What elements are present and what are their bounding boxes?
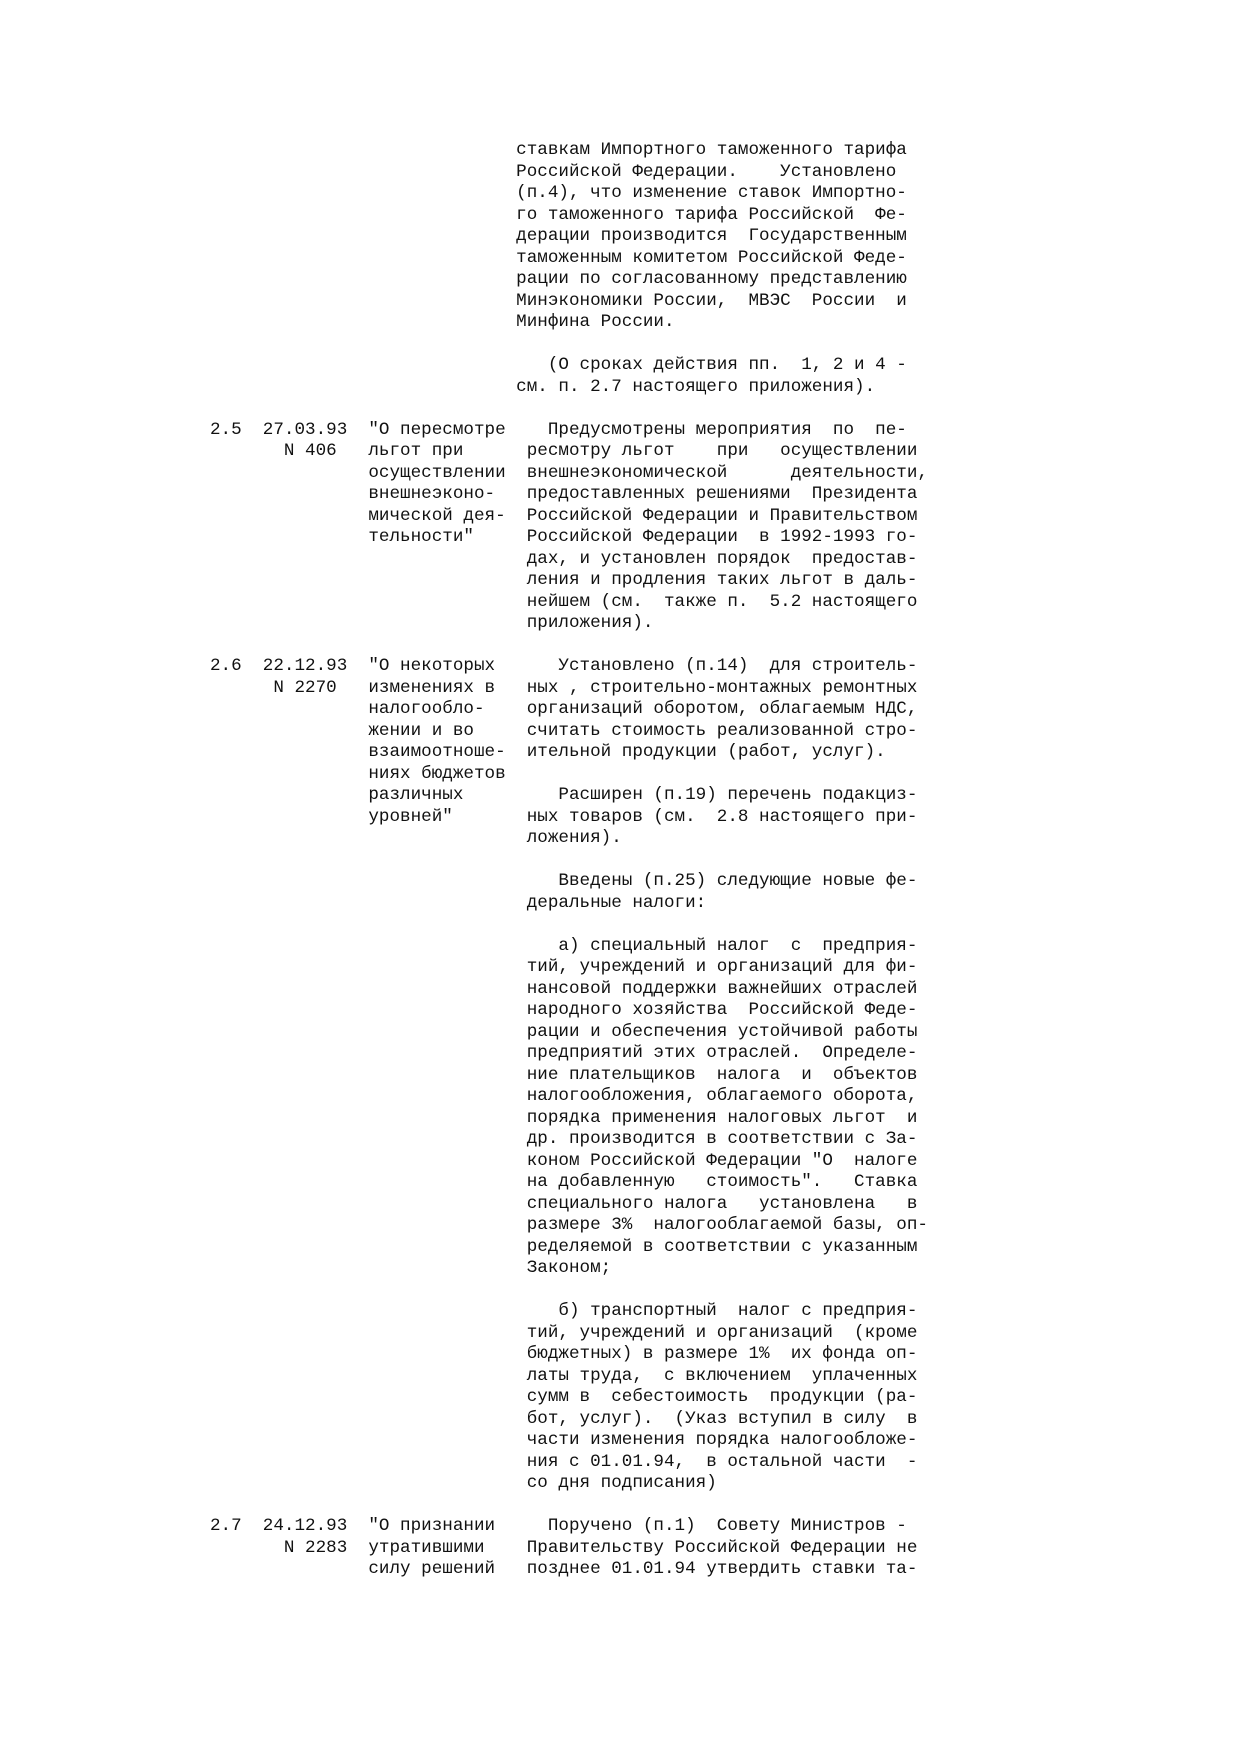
text-line: порядка применения налоговых льгот и (210, 1107, 918, 1128)
text-line: тий, учреждений и организаций для фи- (210, 957, 918, 977)
text-line: со дня подписания) (210, 1473, 717, 1493)
text-line: коном Российской Федерации "О налоге (210, 1150, 918, 1171)
text-line: мической дея- Российской Федерации и Правительством (210, 505, 918, 526)
text-line: ние плательщиков налога и объектов (210, 1064, 918, 1085)
text-line: 2.7 24.12.93 "О признании Поручено (п.1) Совету Министров - (210, 1516, 907, 1536)
text-line: латы труда, с включением уплаченных (210, 1365, 918, 1386)
text-line: на добавленную стоимость". Ставка (210, 1172, 918, 1192)
text-line: предприятий этих отраслей. Определе- (210, 1043, 918, 1063)
text-line: деральные налоги: (210, 892, 707, 913)
text-line: жении и во считать стоимость реализованной стро- (210, 720, 918, 741)
text-line: ределяемой в соответствии с указанным (210, 1236, 918, 1257)
text-line: ления и продления таких льгот в даль- (210, 570, 918, 590)
text-line: N 406 льгот при ресмотру льгот при осуществлении (210, 441, 918, 461)
text-line: ложения). (210, 828, 622, 848)
text-line: Законом; (210, 1258, 612, 1278)
text-line: части изменения порядка налогообложе- (210, 1430, 918, 1450)
text-line: взаимоотноше- ительной продукции (работ, услуг). (210, 742, 886, 762)
text-line: силу решений позднее 01.01.94 утвердить ставки та- (210, 1559, 918, 1579)
text-line: (О сроках действия пп. 1, 2 и 4 - (210, 355, 907, 375)
text-line: (п.4), что изменение ставок Импортно- (210, 183, 907, 203)
text-line: Минэкономики России, МВЭС России и (210, 290, 907, 311)
text-line: дерации производится Государственным (210, 226, 907, 246)
text-line: ставкам Импортного таможенного тарифа (210, 140, 907, 160)
text-line: ниях бюджетов (210, 763, 506, 784)
text-line: таможенным комитетом Российской Феде- (210, 247, 907, 268)
text-line: специального налога установлена в (210, 1193, 918, 1214)
text-line: го таможенного тарифа Российской Фе- (210, 204, 907, 225)
text-line: 2.6 22.12.93 "О некоторых Установлено (п.14) для строитель- (210, 656, 918, 676)
text-line: бюджетных) в размере 1% их фонда оп- (210, 1344, 918, 1364)
text-line: рации по согласованному представлению (210, 269, 907, 289)
text-line: N 2270 изменениях в ных , строительно-монтажных ремонтных (210, 677, 918, 698)
text-line: нейшем (см. также п. 5.2 настоящего (210, 591, 918, 612)
text-line: б) транспортный налог с предприя- (210, 1301, 918, 1321)
text-line: см. п. 2.7 настоящего приложения). (210, 376, 876, 397)
text-line: Минфина России. (210, 312, 675, 332)
text-line: Введены (п.25) следующие новые фе- (210, 871, 918, 891)
text-line: налогообложения, облагаемого оборота, (210, 1086, 918, 1106)
text-line: осуществлении внешнеэкономической деятельности, (210, 462, 928, 483)
text-line: Российской Федерации. Установлено (210, 161, 897, 182)
text-line: N 2283 утратившими Правительству Российской Федерации не (210, 1537, 918, 1558)
text-line: а) специальный налог с предприя- (210, 935, 918, 956)
text-line: дах, и установлен порядок предостав- (210, 548, 918, 569)
text-line: нансовой поддержки важнейших отраслей (210, 978, 918, 999)
text-line: приложения). (210, 613, 654, 633)
text-line: тельности" Российской Федерации в 1992-1993 го- (210, 527, 918, 547)
text-line: сумм в себестоимость продукции (ра- (210, 1387, 918, 1407)
text-line: внешнеэконо- предоставленных решениями Президента (210, 484, 918, 504)
text-line: др. производится в соответствии с За- (210, 1129, 918, 1149)
text-line: рации и обеспечения устойчивой работы (210, 1021, 918, 1042)
text-line: налогообло- организаций оборотом, облагаемым НДС, (210, 699, 918, 719)
text-line: тий, учреждений и организаций (кроме (210, 1322, 918, 1343)
text-line: 2.5 27.03.93 "О пересмотре Предусмотрены мероприятия по пе- (210, 419, 907, 440)
text-line: ния с 01.01.94, в остальной части - (210, 1451, 918, 1472)
text-line: различных Расширен (п.19) перечень подакциз- (210, 785, 918, 805)
text-line: уровней" ных товаров (см. 2.8 настоящего при- (210, 806, 918, 827)
text-line: размере 3% налогооблагаемой базы, оп- (210, 1215, 928, 1235)
text-line: бот, услуг). (Указ вступил в силу в (210, 1408, 918, 1429)
text-line: народного хозяйства Российской Феде- (210, 1000, 918, 1020)
